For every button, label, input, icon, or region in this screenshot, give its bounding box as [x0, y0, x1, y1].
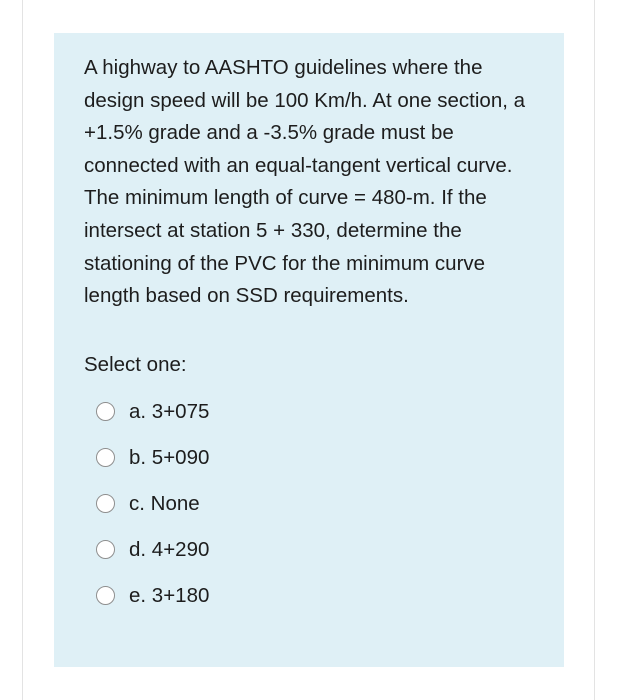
option-label: d. 4+290 [129, 537, 210, 561]
option-d[interactable] [84, 527, 534, 573]
radio-button-icon[interactable] [96, 402, 115, 421]
option-label: e. 3+180 [129, 583, 210, 607]
select-one-label: Select one: [84, 352, 187, 376]
answer-options [84, 389, 534, 619]
radio-button-icon[interactable] [96, 586, 115, 605]
option-label: a. 3+075 [129, 399, 210, 423]
option-label: c. None [129, 491, 200, 515]
option-a[interactable] [84, 389, 534, 435]
option-c[interactable] [84, 481, 534, 527]
option-e[interactable] [84, 573, 534, 619]
question-panel [54, 33, 564, 667]
radio-button-icon[interactable] [96, 540, 115, 559]
option-label: b. 5+090 [129, 445, 210, 469]
question-text: A highway to AASHTO guidelines where the design speed will be 100 Km/h. At one section, a +1.5% grade and a -3.5% grade must be connected with an equal-tangent vertical curve. The minimum length of curve = 480-m. If the intersect at station 5 + 330, determine the stationing of the PVC for the minimum curve length based on SSD requirements. [84, 56, 526, 308]
radio-button-icon[interactable] [96, 494, 115, 513]
radio-button-icon[interactable] [96, 448, 115, 467]
option-b[interactable] [84, 435, 534, 481]
